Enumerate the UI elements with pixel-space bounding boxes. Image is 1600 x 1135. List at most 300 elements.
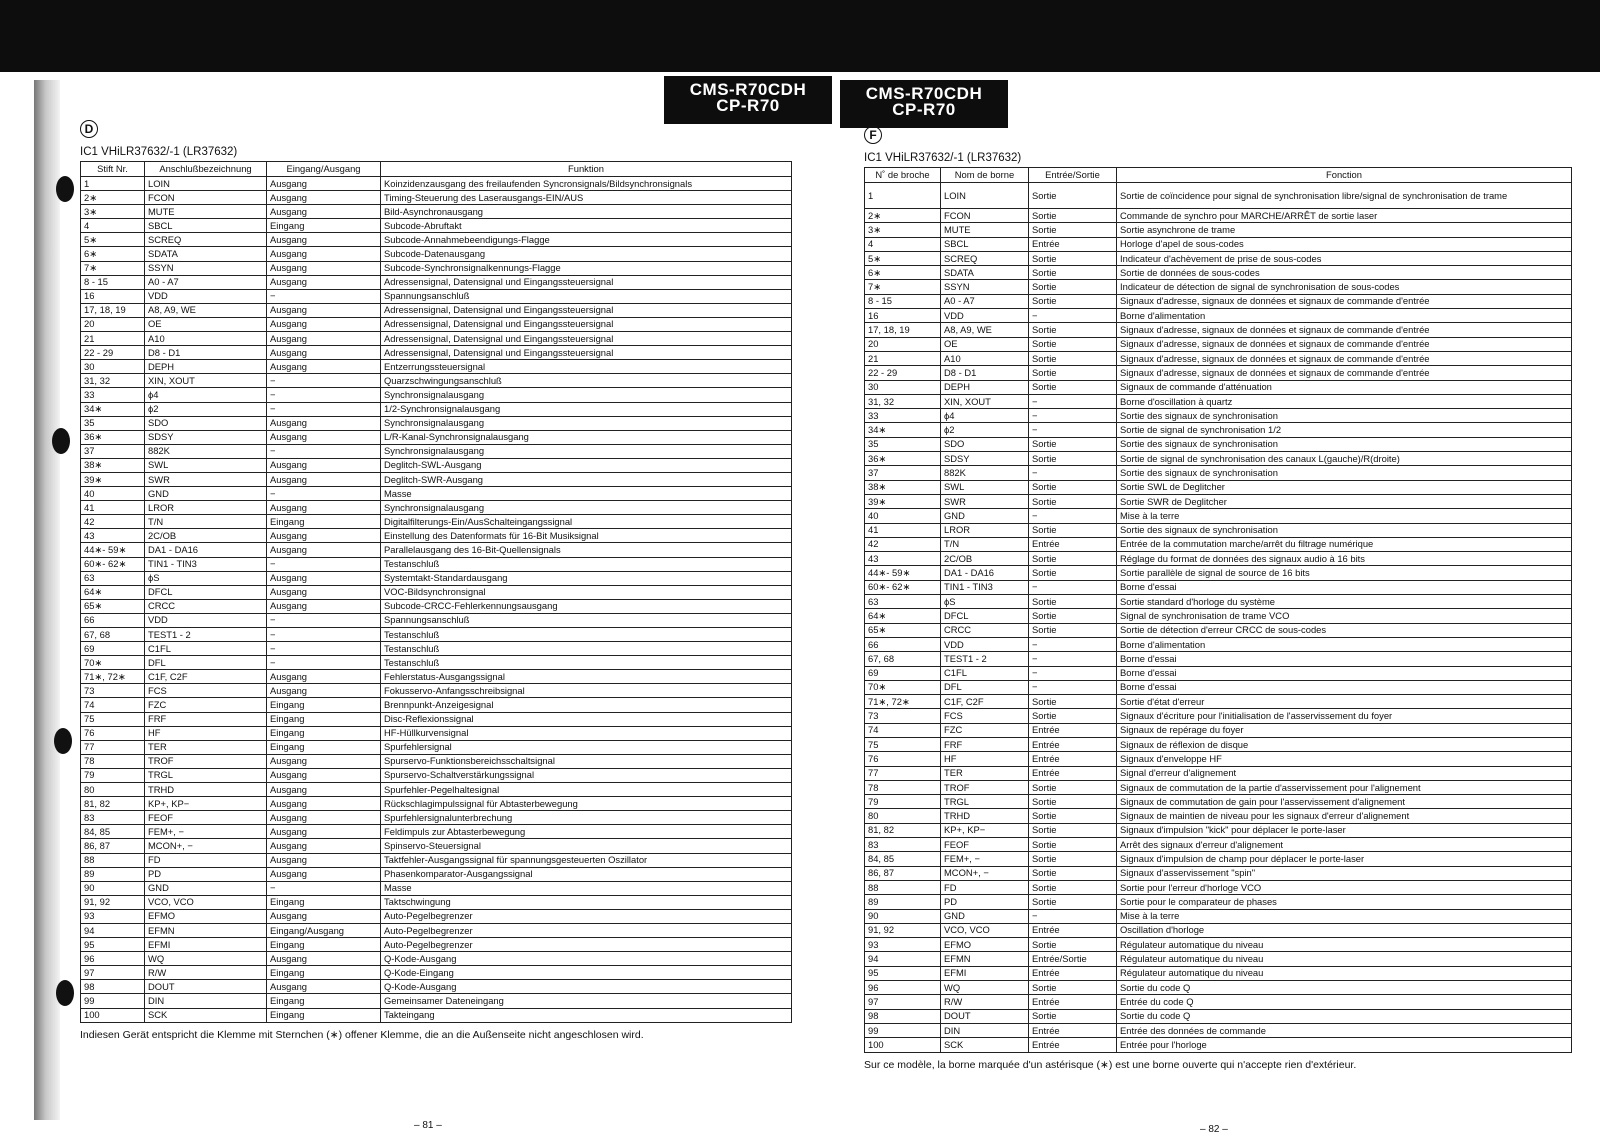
pin-number-cell: 96 (81, 952, 145, 966)
pin-number-cell: 21 (81, 332, 145, 346)
direction-cell: Ausgang (267, 416, 381, 430)
function-cell: Entrée du code Q (1117, 995, 1572, 1009)
direction-cell: − (267, 642, 381, 656)
table-row (81, 867, 792, 881)
pin-number-cell: 30 (865, 380, 941, 394)
function-cell: Commande de synchro pour MARCHE/ARRÊT de sortie laser (1117, 209, 1572, 223)
page-number-right: – 82 – (1200, 1124, 1228, 1135)
direction-cell: Eingang (267, 219, 381, 233)
pin-name-cell: DEPH (145, 360, 267, 374)
pin-name-cell: SBCL (941, 237, 1029, 251)
direction-cell: Entrée (1029, 537, 1117, 551)
function-cell: Bild-Asynchronausgang (381, 205, 792, 219)
function-cell: Entzerrungssteuersignal (381, 360, 792, 374)
table-header-row (865, 168, 1572, 183)
pin-name-cell: 2C/OB (145, 529, 267, 543)
table-row (81, 909, 792, 923)
direction-cell: − (267, 881, 381, 895)
pin-number-cell: 22 - 29 (81, 346, 145, 360)
pin-number-cell: 74 (81, 698, 145, 712)
pin-name-cell: TIN1 - TIN3 (941, 580, 1029, 594)
direction-cell: Sortie (1029, 938, 1117, 952)
pin-number-cell: 96 (865, 981, 941, 995)
pin-number-cell: 99 (81, 994, 145, 1008)
direction-cell: Sortie (1029, 223, 1117, 237)
pin-name-cell: SCK (941, 1038, 1029, 1052)
function-cell: Arrêt des signaux d'erreur d'alignement (1117, 838, 1572, 852)
pin-name-cell: EFMN (941, 952, 1029, 966)
function-cell: Signaux de maintien de niveau pour les signaux d'erreur d'alignement (1117, 809, 1572, 823)
pin-name-cell: GND (941, 909, 1029, 923)
pin-number-cell: 1 (81, 177, 145, 191)
pin-name-cell: VDD (941, 637, 1029, 651)
pin-name-cell: FD (145, 853, 267, 867)
pin-number-cell: 71∗, 72∗ (81, 670, 145, 684)
function-cell: Signaux de commutation de la partie d'asservissement pour l'alignement (1117, 780, 1572, 794)
pin-number-cell: 16 (865, 309, 941, 323)
direction-cell: Ausgang (267, 332, 381, 346)
table-row (865, 995, 1572, 1009)
table-row (81, 952, 792, 966)
function-cell: Borne d'essai (1117, 652, 1572, 666)
direction-cell: Sortie (1029, 823, 1117, 837)
table-row (865, 852, 1572, 866)
direction-cell: − (267, 613, 381, 627)
pin-number-cell: 80 (865, 809, 941, 823)
pin-name-cell: GND (145, 881, 267, 895)
pin-number-cell: 41 (865, 523, 941, 537)
table-row (81, 670, 792, 684)
pin-name-cell: FEOF (145, 811, 267, 825)
pin-number-cell: 83 (81, 811, 145, 825)
direction-cell: Entrée (1029, 766, 1117, 780)
function-cell: Testanschluß (381, 557, 792, 571)
pin-number-cell: 78 (865, 780, 941, 794)
pin-number-cell: 8 - 15 (865, 294, 941, 308)
pin-number-cell: 100 (81, 1008, 145, 1022)
table-row (81, 416, 792, 430)
direction-cell: Entrée (1029, 737, 1117, 751)
function-cell: Sortie de données de sous-codes (1117, 266, 1572, 280)
function-cell: Disc-Reflexionssignal (381, 712, 792, 726)
function-cell: Régulateur automatique du niveau (1117, 952, 1572, 966)
function-cell: Deglitch-SWL-Ausgang (381, 458, 792, 472)
table-row (81, 1008, 792, 1022)
pin-number-cell: 2∗ (865, 209, 941, 223)
pin-number-cell: 3∗ (81, 205, 145, 219)
function-cell: Einstellung des Datenformats für 16-Bit Musiksignal (381, 529, 792, 543)
table-row (865, 423, 1572, 437)
direction-cell: Ausgang (267, 458, 381, 472)
direction-cell: Sortie (1029, 609, 1117, 623)
pin-number-cell: 31, 32 (81, 374, 145, 388)
pin-number-cell: 91, 92 (865, 923, 941, 937)
pin-number-cell: 5∗ (865, 251, 941, 265)
direction-cell: Ausgang (267, 853, 381, 867)
table-row (81, 966, 792, 980)
direction-cell: − (1029, 909, 1117, 923)
pin-number-cell: 36∗ (865, 452, 941, 466)
pin-number-cell: 64∗ (81, 585, 145, 599)
binding-shadow (34, 80, 60, 1120)
function-cell: Auto-Pegelbegrenzer (381, 938, 792, 952)
pin-number-cell: 70∗ (81, 656, 145, 670)
function-cell: Takteingang (381, 1008, 792, 1022)
pin-name-cell: DOUT (941, 1009, 1029, 1023)
function-cell: Régulateur automatique du niveau (1117, 966, 1572, 980)
table-row (81, 754, 792, 768)
pin-number-cell: 3∗ (865, 223, 941, 237)
direction-cell: Ausgang (267, 797, 381, 811)
table-row (865, 923, 1572, 937)
table-row (865, 466, 1572, 480)
pin-name-cell: XIN, XOUT (941, 394, 1029, 408)
function-cell: Phasenkomparator-Ausgangssignal (381, 867, 792, 881)
function-cell: Sortie des signaux de synchronisation (1117, 409, 1572, 423)
pin-name-cell: DOUT (145, 980, 267, 994)
pin-name-cell: FRF (941, 737, 1029, 751)
direction-cell: − (1029, 680, 1117, 694)
table-row (81, 797, 792, 811)
function-cell: Adressensignal, Datensignal und Eingangssteuersignal (381, 317, 792, 331)
pin-number-cell: 95 (81, 938, 145, 952)
table-row (865, 552, 1572, 566)
pin-name-cell: PD (941, 895, 1029, 909)
table-row (865, 766, 1572, 780)
function-cell: Testanschluß (381, 628, 792, 642)
direction-cell: Ausgang (267, 571, 381, 585)
direction-cell: Ausgang (267, 275, 381, 289)
pin-number-cell: 83 (865, 838, 941, 852)
direction-cell: Ausgang (267, 501, 381, 515)
header-cell: Entrée/Sortie (1029, 168, 1117, 183)
function-cell: Régulateur automatique du niveau (1117, 938, 1572, 952)
direction-cell: Eingang (267, 698, 381, 712)
pin-number-cell: 33 (81, 388, 145, 402)
table-row (865, 966, 1572, 980)
function-cell: Sortie SWL de Deglitcher (1117, 480, 1572, 494)
ic-title: IC1 VHiLR37632/-1 (LR37632) (864, 152, 1022, 164)
direction-cell: Eingang (267, 740, 381, 754)
table-row (81, 219, 792, 233)
pin-name-cell: TRGL (941, 795, 1029, 809)
pin-name-cell: C1FL (145, 642, 267, 656)
direction-cell: − (267, 402, 381, 416)
direction-cell: Ausgang (267, 839, 381, 853)
direction-cell: − (267, 374, 381, 388)
table-row (81, 275, 792, 289)
pin-name-cell: SBCL (145, 219, 267, 233)
direction-cell: Ausgang (267, 233, 381, 247)
function-cell: Sortie des signaux de synchronisation (1117, 466, 1572, 480)
table-row (865, 437, 1572, 451)
pin-name-cell: C1F, C2F (941, 695, 1029, 709)
function-cell: Masse (381, 881, 792, 895)
direction-cell: Ausgang (267, 346, 381, 360)
direction-cell: Sortie (1029, 251, 1117, 265)
function-cell: Subcode-Annahmebeendigungs-Flagge (381, 233, 792, 247)
pin-name-cell: C1F, C2F (145, 670, 267, 684)
pin-name-cell: A8, A9, WE (941, 323, 1029, 337)
pin-name-cell: VDD (941, 309, 1029, 323)
pin-number-cell: 81, 82 (81, 797, 145, 811)
table-row (865, 652, 1572, 666)
direction-cell: Ausgang (267, 768, 381, 782)
function-cell: Adressensignal, Datensignal und Eingangssteuersignal (381, 275, 792, 289)
direction-cell: − (1029, 666, 1117, 680)
direction-cell: Entrée (1029, 1023, 1117, 1037)
pin-number-cell: 41 (81, 501, 145, 515)
table-row (81, 768, 792, 782)
table-row (865, 394, 1572, 408)
pin-number-cell: 97 (81, 966, 145, 980)
pin-number-cell: 89 (865, 895, 941, 909)
header-cell: Eingang/Ausgang (267, 162, 381, 177)
binding-hole (56, 980, 74, 1006)
table-row (81, 726, 792, 740)
pin-name-cell: EFMN (145, 923, 267, 937)
table-row (865, 209, 1572, 223)
pin-number-cell: 37 (81, 444, 145, 458)
pin-number-cell: 33 (865, 409, 941, 423)
pin-number-cell: 100 (865, 1038, 941, 1052)
pin-name-cell: GND (941, 509, 1029, 523)
function-cell: VOC-Bildsynchronsignal (381, 585, 792, 599)
function-cell: Entrée pour l'horloge (1117, 1038, 1572, 1052)
pin-name-cell: DFL (941, 680, 1029, 694)
table-row (81, 698, 792, 712)
function-cell: Horloge d'apel de sous-codes (1117, 237, 1572, 251)
pin-number-cell: 44∗- 59∗ (81, 543, 145, 557)
table-row (865, 709, 1572, 723)
table-row (81, 740, 792, 754)
function-cell: Synchronsignalausgang (381, 444, 792, 458)
function-cell: Quarzschwingungsanschluß (381, 374, 792, 388)
pin-number-cell: 4 (865, 237, 941, 251)
header-cell: Anschlußbezeichnung (145, 162, 267, 177)
pin-name-cell: D8 - D1 (145, 346, 267, 360)
pin-name-cell: TEST1 - 2 (145, 628, 267, 642)
function-cell: Auto-Pegelbegrenzer (381, 909, 792, 923)
function-cell: Signaux de commande d'atténuation (1117, 380, 1572, 394)
pin-number-cell: 84, 85 (81, 825, 145, 839)
pin-name-cell: SSYN (145, 261, 267, 275)
table-row (865, 183, 1572, 209)
direction-cell: − (1029, 394, 1117, 408)
function-cell: Signaux de réflexion de disque (1117, 737, 1572, 751)
table-row (865, 566, 1572, 580)
table-row (81, 261, 792, 275)
function-cell: Sortie pour l'erreur d'horloge VCO (1117, 880, 1572, 894)
top-black-band (0, 0, 1600, 72)
direction-cell: Sortie (1029, 880, 1117, 894)
direction-cell: Ausgang (267, 783, 381, 797)
direction-cell: − (267, 388, 381, 402)
direction-cell: Sortie (1029, 780, 1117, 794)
function-cell: Entrée des données de commande (1117, 1023, 1572, 1037)
pin-name-cell: OE (145, 317, 267, 331)
pin-name-cell: VDD (145, 289, 267, 303)
pin-number-cell: 5∗ (81, 233, 145, 247)
pin-number-cell: 77 (865, 766, 941, 780)
direction-cell: Sortie (1029, 494, 1117, 508)
german-section (80, 120, 792, 1041)
function-cell: Sortie pour le comparateur de phases (1117, 895, 1572, 909)
pin-number-cell: 69 (865, 666, 941, 680)
table-row (865, 580, 1572, 594)
function-cell: Sortie de détection d'erreur CRCC de sous-codes (1117, 623, 1572, 637)
table-row (865, 337, 1572, 351)
table-row (81, 684, 792, 698)
direction-cell: Eingang (267, 515, 381, 529)
function-cell: Taktfehler-Ausgangssignal für spannungsgesteuerten Oszillator (381, 853, 792, 867)
pin-name-cell: SDO (941, 437, 1029, 451)
function-cell: Testanschluß (381, 642, 792, 656)
pin-name-cell: TRGL (145, 768, 267, 782)
pin-number-cell: 93 (865, 938, 941, 952)
function-cell: Borne d'essai (1117, 666, 1572, 680)
pin-name-cell: A8, A9, WE (145, 303, 267, 317)
pin-name-cell: MCON+, − (145, 839, 267, 853)
pin-name-cell: T/N (145, 515, 267, 529)
pin-name-cell: DFCL (941, 609, 1029, 623)
table-row (865, 981, 1572, 995)
pin-name-cell: SCREQ (941, 251, 1029, 265)
pin-name-cell: 2C/OB (941, 552, 1029, 566)
function-cell: Indicateur de détection de signal de synchronisation de sous-codes (1117, 280, 1572, 294)
table-row (81, 557, 792, 571)
function-cell: Subcode-Abruftakt (381, 219, 792, 233)
function-cell: Masse (381, 487, 792, 501)
direction-cell: Eingang (267, 895, 381, 909)
pin-name-cell: DA1 - DA16 (941, 566, 1029, 580)
direction-cell: Eingang/Ausgang (267, 923, 381, 937)
table-row (81, 472, 792, 486)
table-header-row (81, 162, 792, 177)
table-row (81, 783, 792, 797)
pin-number-cell: 91, 92 (81, 895, 145, 909)
function-cell: Auto-Pegelbegrenzer (381, 923, 792, 937)
function-cell: Q-Kode-Ausgang (381, 980, 792, 994)
direction-cell: − (1029, 580, 1117, 594)
pin-name-cell: WQ (941, 981, 1029, 995)
table-row (865, 237, 1572, 251)
function-cell: Sortie de coïncidence pour signal de synchronisation libre/signal de synchronisation de trame (1117, 183, 1572, 209)
function-cell: Sortie parallèle de signal de source de 16 bits (1117, 566, 1572, 580)
table-row (865, 537, 1572, 551)
pin-name-cell: DEPH (941, 380, 1029, 394)
table-row (81, 317, 792, 331)
pin-number-cell: 7∗ (81, 261, 145, 275)
table-row (81, 895, 792, 909)
table-row (81, 599, 792, 613)
pin-number-cell: 95 (865, 966, 941, 980)
function-cell: Q-Kode-Ausgang (381, 952, 792, 966)
pin-number-cell: 39∗ (865, 494, 941, 508)
direction-cell: Eingang (267, 938, 381, 952)
table-row (865, 909, 1572, 923)
pin-name-cell: DIN (941, 1023, 1029, 1037)
pin-number-cell: 8 - 15 (81, 275, 145, 289)
pin-number-cell: 88 (865, 880, 941, 894)
direction-cell: Ausgang (267, 599, 381, 613)
function-cell: Indicateur d'achèvement de prise de sous-codes (1117, 251, 1572, 265)
pin-name-cell: TROF (941, 780, 1029, 794)
direction-cell: Sortie (1029, 809, 1117, 823)
direction-cell: Ausgang (267, 472, 381, 486)
pin-number-cell: 93 (81, 909, 145, 923)
direction-cell: Eingang (267, 712, 381, 726)
pin-name-cell: DA1 - DA16 (145, 543, 267, 557)
pin-name-cell: ϕ2 (941, 423, 1029, 437)
pin-number-cell: 94 (865, 952, 941, 966)
function-cell: Subcode-CRCC-Fehlerkennungsausgang (381, 599, 792, 613)
direction-cell: Ausgang (267, 317, 381, 331)
direction-cell: Sortie (1029, 351, 1117, 365)
pin-name-cell: 882K (145, 444, 267, 458)
table-row (865, 280, 1572, 294)
table-row (865, 266, 1572, 280)
pin-name-cell: SSYN (941, 280, 1029, 294)
pin-number-cell: 77 (81, 740, 145, 754)
table-row (81, 374, 792, 388)
table-row (81, 191, 792, 205)
table-row (865, 680, 1572, 694)
function-cell: Sortie de signal de synchronisation 1/2 (1117, 423, 1572, 437)
pin-name-cell: TER (941, 766, 1029, 780)
pin-name-cell: SWL (145, 458, 267, 472)
table-row (865, 1038, 1572, 1052)
model-line-1: CMS-R70CDH (865, 84, 983, 103)
direction-cell: Ausgang (267, 952, 381, 966)
pin-name-cell: HF (941, 752, 1029, 766)
pin-number-cell: 78 (81, 754, 145, 768)
binding-hole (56, 176, 74, 202)
function-cell: Borne d'oscillation à quartz (1117, 394, 1572, 408)
pin-name-cell: SWR (941, 494, 1029, 508)
function-cell: Sortie du code Q (1117, 1009, 1572, 1023)
table-row (81, 853, 792, 867)
function-cell: Synchronsignalausgang (381, 501, 792, 515)
table-row (81, 289, 792, 303)
header-cell: Funktion (381, 162, 792, 177)
pin-name-cell: XIN, XOUT (145, 374, 267, 388)
function-cell: Deglitch-SWR-Ausgang (381, 472, 792, 486)
pin-number-cell: 86, 87 (865, 866, 941, 880)
table-row (865, 838, 1572, 852)
pin-number-cell: 67, 68 (865, 652, 941, 666)
direction-cell: Sortie (1029, 852, 1117, 866)
pin-number-cell: 65∗ (865, 623, 941, 637)
pin-number-cell: 38∗ (865, 480, 941, 494)
direction-cell: Ausgang (267, 247, 381, 261)
pin-name-cell: SDATA (145, 247, 267, 261)
pin-name-cell: OE (941, 337, 1029, 351)
direction-cell: Eingang (267, 726, 381, 740)
function-cell: Sortie des signaux de synchronisation (1117, 523, 1572, 537)
pin-number-cell: 35 (81, 416, 145, 430)
pin-name-cell: TEST1 - 2 (941, 652, 1029, 666)
pin-number-cell: 22 - 29 (865, 366, 941, 380)
table-row (81, 980, 792, 994)
pin-number-cell: 34∗ (81, 402, 145, 416)
direction-cell: Eingang (267, 966, 381, 980)
function-cell: Signal de synchronisation de trame VCO (1117, 609, 1572, 623)
direction-cell: Entrée (1029, 752, 1117, 766)
pin-name-cell: C1FL (941, 666, 1029, 680)
pin-name-cell: FZC (941, 723, 1029, 737)
table-row (865, 294, 1572, 308)
